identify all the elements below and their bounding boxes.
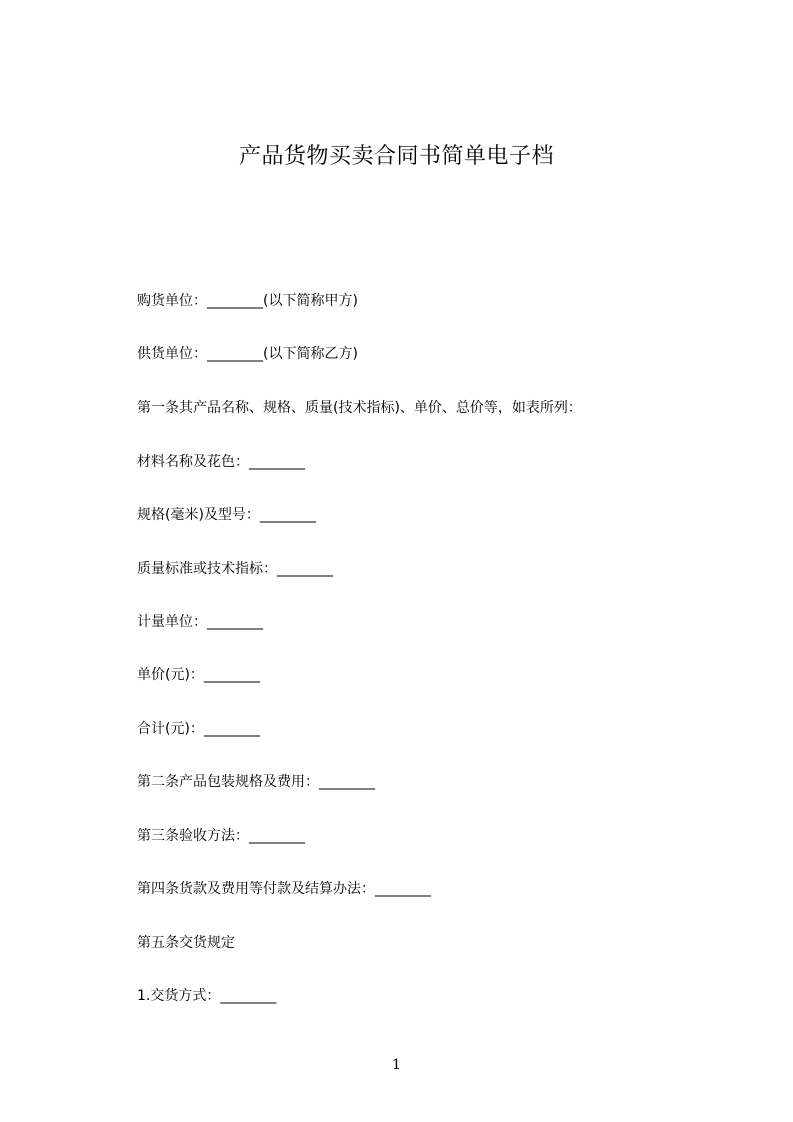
spec-model-line: 规格(毫米)及型号：________ <box>137 507 316 523</box>
unit-line: 计量单位：________ <box>137 614 263 630</box>
article-2-line: 第二条产品包装规格及费用：________ <box>137 774 375 790</box>
supplier-line: 供货单位：________(以下简称乙方) <box>137 346 358 362</box>
quality-standard-line: 质量标准或技术指标：________ <box>137 561 333 577</box>
article-4-line: 第四条货款及费用等付款及结算办法：________ <box>137 881 431 897</box>
buyer-line: 购货单位：________(以下简称甲方) <box>137 293 358 309</box>
unit-price-line: 单价(元)：________ <box>137 667 260 683</box>
material-name-line: 材料名称及花色：________ <box>137 454 305 470</box>
delivery-method-line: 1.交货方式：________ <box>137 988 277 1004</box>
total-line: 合计(元)：________ <box>137 721 260 737</box>
article-1-line: 第一条其产品名称、规格、质量(技术指标)、单价、总价等，如表所列： <box>137 400 582 416</box>
document-title: 产品货物买卖合同书简单电子档 <box>238 144 554 169</box>
article-3-line: 第三条验收方法：________ <box>137 828 305 844</box>
article-5-line: 第五条交货规定 <box>137 935 235 951</box>
page-number: 1 <box>392 1057 401 1073</box>
